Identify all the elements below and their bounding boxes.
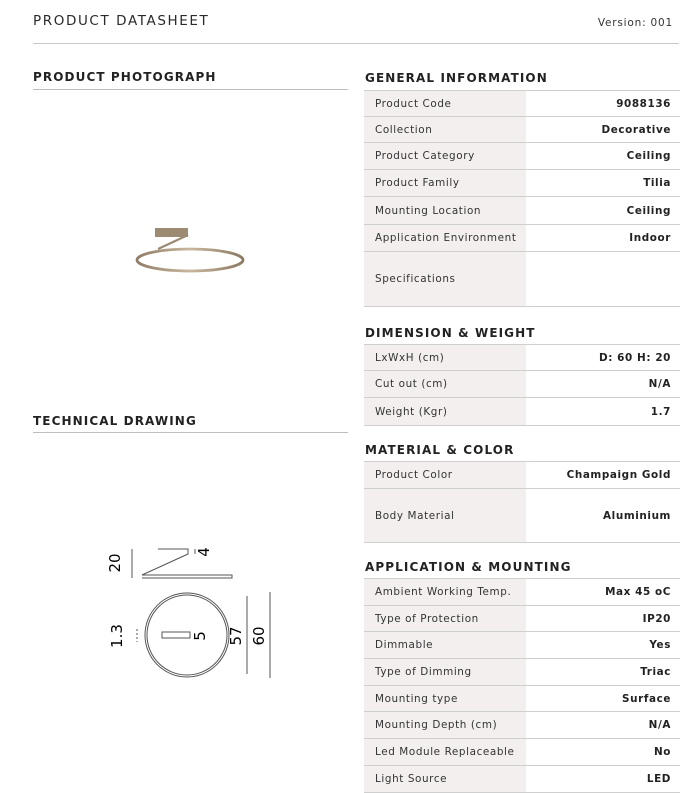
table-row	[364, 712, 680, 739]
table-row	[364, 143, 680, 170]
row-label: Type of Dimming	[364, 659, 526, 685]
row-value: N/A	[648, 378, 671, 390]
general-information-table	[364, 90, 680, 307]
header-divider	[33, 43, 679, 44]
row-value	[526, 252, 680, 306]
row-value: Decorative	[601, 123, 671, 136]
row-value: Indoor	[629, 232, 671, 244]
dim-height-20: 20	[106, 553, 124, 573]
row-label: Light Source	[364, 766, 526, 792]
row-label: LxWxH (cm)	[364, 345, 526, 370]
table-row	[364, 659, 680, 686]
row-value: 9088136	[616, 97, 671, 110]
table-row	[364, 197, 680, 225]
row-value: Ceiling	[626, 150, 671, 162]
row-value: N/A	[648, 719, 671, 731]
table-row	[364, 739, 680, 766]
table-row	[364, 632, 680, 659]
application-mounting-table	[364, 578, 680, 793]
dim-small-1-3: 1.3	[108, 624, 126, 648]
version-label: Version: 001	[597, 17, 673, 29]
row-label: Product Code	[364, 91, 526, 116]
row-value: Yes	[649, 639, 671, 651]
product-photograph-heading: PRODUCT PHOTOGRAPH	[33, 70, 217, 84]
row-value: 1.7	[650, 405, 671, 418]
row-label: Led Module Replaceable	[364, 739, 526, 765]
photo-heading-rule	[33, 89, 348, 90]
row-value: Champaign Gold	[566, 469, 671, 481]
material-color-heading: MATERIAL & COLOR	[365, 443, 515, 457]
row-value: D: 60 H: 20	[598, 351, 671, 364]
material-color-table	[364, 461, 680, 543]
dim-inner-5: 5	[191, 631, 209, 641]
row-value: IP20	[642, 612, 671, 625]
row-label: Product Family	[364, 170, 526, 196]
table-row	[364, 90, 680, 117]
row-label: Type of Protection	[364, 606, 526, 631]
table-row	[364, 606, 680, 632]
table-row	[364, 461, 680, 489]
dim-depth-4: 4	[195, 547, 213, 557]
table-row	[364, 398, 680, 426]
row-label: Mounting Depth (cm)	[364, 712, 526, 738]
ceiling-base	[155, 228, 188, 237]
row-label: Product Color	[364, 462, 526, 488]
table-row	[364, 344, 680, 371]
connecting-arm	[158, 235, 188, 249]
dimension-weight-heading: DIMENSION & WEIGHT	[365, 326, 536, 340]
table-row	[364, 686, 680, 712]
row-label: Collection	[364, 117, 526, 142]
row-value: No	[653, 746, 671, 758]
table-row	[364, 117, 680, 143]
row-label: Mounting type	[364, 686, 526, 711]
table-row	[364, 489, 680, 543]
row-value: LED	[646, 773, 671, 785]
dim-diameter-60: 60	[250, 626, 268, 646]
drawing-heading-rule	[33, 432, 348, 433]
table-row	[364, 578, 680, 606]
ring-light	[137, 249, 243, 271]
row-label: Mounting Location	[364, 197, 526, 224]
row-label: Ambient Working Temp.	[364, 579, 526, 605]
dimension-weight-table	[364, 344, 680, 426]
datasheet-title: PRODUCT DATASHEET	[33, 13, 210, 29]
table-row	[364, 225, 680, 252]
row-value: Ceiling	[626, 204, 671, 217]
application-mounting-heading: APPLICATION & MOUNTING	[365, 560, 572, 574]
row-label: Cut out (cm)	[364, 371, 526, 397]
dim-diameter-57: 57	[227, 626, 245, 646]
general-information-heading: GENERAL INFORMATION	[365, 71, 548, 85]
technical-drawing	[100, 535, 300, 695]
technical-drawing-heading: TECHNICAL DRAWING	[33, 414, 197, 428]
row-label: Specifications	[364, 252, 526, 306]
table-row	[364, 170, 680, 197]
row-value: Triac	[640, 666, 671, 678]
row-value: Max 45 oC	[605, 586, 671, 598]
side-view	[132, 549, 232, 578]
table-row	[364, 252, 680, 307]
row-label: Body Material	[364, 489, 526, 542]
table-row	[364, 371, 680, 398]
row-value: Tilia	[643, 177, 671, 189]
row-label: Weight (Kgr)	[364, 398, 526, 425]
row-label: Application Environment	[364, 225, 526, 251]
table-row	[364, 766, 680, 793]
product-photo	[120, 215, 260, 285]
row-value: Surface	[622, 692, 671, 705]
row-value: Aluminium	[603, 509, 671, 522]
row-label: Product Category	[364, 143, 526, 169]
row-label: Dimmable	[364, 632, 526, 658]
